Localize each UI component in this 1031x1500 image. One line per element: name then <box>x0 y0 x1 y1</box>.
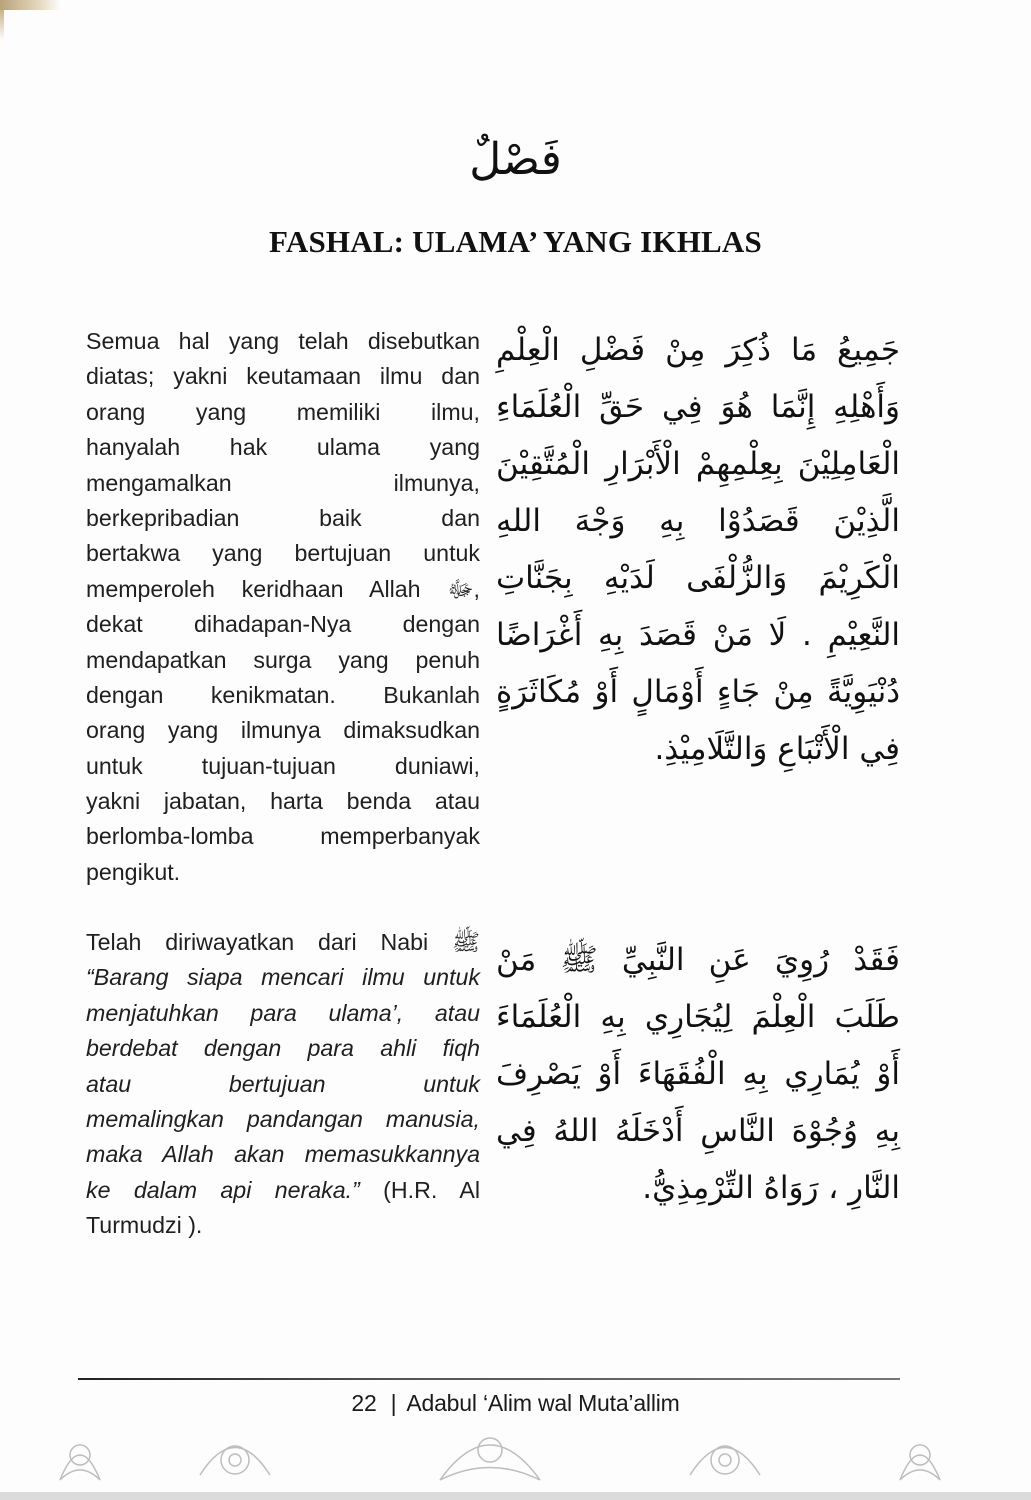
text-line: yakni jabatan, harta benda atau <box>86 788 480 815</box>
hadith-quote-end: ke dalam api neraka.” <box>86 1176 360 1203</box>
ornament-base-band <box>0 1492 1031 1500</box>
arabic-line: الْكَرِيْمَ وَالزُّلْفَى لَدَيْهِ بِجَنَّاتِ <box>496 560 900 596</box>
floral-ornament-border <box>0 1420 1031 1500</box>
arabic-line: طَلَبَ الْعِلْمَ لِيُجَارِي بِهِ الْعُلَمَاءَ <box>496 999 900 1035</box>
arabic-line: وَأَهْلِهِ إِنَّمَا هُوَ فِي حَقِّ الْعُلَمَاءِ <box>496 389 900 425</box>
text-line: diatas; yakni keutamaan ilmu dan <box>86 363 480 390</box>
text-line: pengikut. <box>86 858 181 885</box>
text-line: bertakwa yang bertujuan untuk <box>86 540 480 567</box>
text-line: untuk tujuan-tujuan duniawi, <box>86 752 480 779</box>
text-line: Semua hal yang telah disebutkan <box>86 328 480 354</box>
arabic-line: الَّذِيْنَ قَصَدُوْا بِهِ وَجْهَ اللهِ <box>496 503 900 539</box>
hadith-quote-line: atau bertujuan untuk <box>86 1070 480 1097</box>
text-line <box>86 1173 480 1208</box>
ornament-motif <box>200 1446 270 1475</box>
hadith-quote-line: menjatuhkan para ulama’, atau <box>86 999 480 1026</box>
ornament-motif <box>60 1445 100 1480</box>
arabic-paragraph-1 <box>496 322 900 778</box>
text-line: berkepribadian baik dan <box>86 504 480 531</box>
ornament-motif <box>440 1438 540 1480</box>
hadith-quote-line: memalingkan pandangan manusia, <box>86 1105 480 1132</box>
arabic-line: أَوْ يُمَارِي بِهِ الْفُقَهَاءَ أَوْ يَصْرِفَ <box>496 1056 900 1092</box>
footer-separator: | <box>390 1390 397 1416</box>
arabic-line: النَّارِ ، رَوَاهُ التِّرْمِذِيُّ. <box>642 1170 900 1206</box>
hadith-quote-line: “Barang siapa mencari ilmu untuk <box>86 964 480 991</box>
chapter-heading-arabic: فَصْلٌ <box>469 134 562 185</box>
text-line: mengamalkan ilmunya, <box>86 469 480 496</box>
page-edge <box>0 10 4 40</box>
citation-line: Turmudzi ). <box>86 1212 203 1239</box>
arabic-line: فِي الْأَتْبَاعِ وَالتَّلَامِيْذِ. <box>654 731 900 767</box>
text-line: orang yang memiliki ilmu, <box>86 398 480 425</box>
chapter-title: FASHAL: ULAMA’ YANG IKHLAS <box>269 224 762 259</box>
book-title: Adabul ‘Alim wal Muta’allim <box>406 1390 680 1416</box>
page-corner-shadow <box>0 0 60 10</box>
text-line: memperoleh keridhaan Allah ﷻ, <box>86 575 480 602</box>
hadith-quote-line: berdebat dengan para ahli fiqh <box>86 1035 480 1062</box>
citation: (H.R. Al <box>383 1176 480 1203</box>
arabic-line: دُنْيَوِيَّةً مِنْ جَاءٍ أَوْمَالٍ أَوْ مُكَاثَرَةٍ <box>496 674 900 710</box>
arabic-paragraph-2 <box>496 932 900 1217</box>
text-line: berlomba-lomba memperbanyak <box>86 823 480 850</box>
ornament-motif <box>900 1445 940 1480</box>
translation-paragraph-1 <box>86 324 480 890</box>
arabic-line: فَقَدْ رُوِيَ عَنِ النَّبِيِّ ﷺ مَنْ <box>496 942 900 978</box>
hadith-quote-line: maka Allah akan memasukkannya <box>86 1141 480 1168</box>
arabic-line: الْعَامِلِيْنَ بِعِلْمِهِمْ الْأَبْرَارِ الْمُتَّقِيْنَ <box>496 446 900 482</box>
page-footer <box>0 1390 1031 1417</box>
text-line: orang yang ilmunya dimaksudkan <box>86 717 480 744</box>
ornament-motif <box>690 1446 760 1475</box>
arabic-line: النَّعِيْمِ . لَا مَنْ قَصَدَ بِهِ أَغْرَاضًا <box>496 617 900 653</box>
arabic-line: جَمِيعُ مَا ذُكِرَ مِنْ فَضْلِ الْعِلْمِ <box>496 332 900 368</box>
text-line: dengan kenikmatan. Bukanlah <box>86 681 480 708</box>
text-line: hanyalah hak ulama yang <box>86 434 480 461</box>
text-line: mendapatkan surga yang penuh <box>86 646 480 673</box>
footer-divider <box>78 1378 900 1380</box>
page-number: 22 <box>351 1390 377 1416</box>
text-line: dekat dihadapan-Nya dengan <box>86 611 480 638</box>
arabic-line: بِهِ وُجُوْهَ النَّاسِ أَدْخَلَهُ اللهُ فِي <box>496 1113 900 1149</box>
translation-paragraph-2 <box>86 925 480 1244</box>
text-line: Telah diriwayatkan dari Nabi ﷺ <box>86 929 480 955</box>
